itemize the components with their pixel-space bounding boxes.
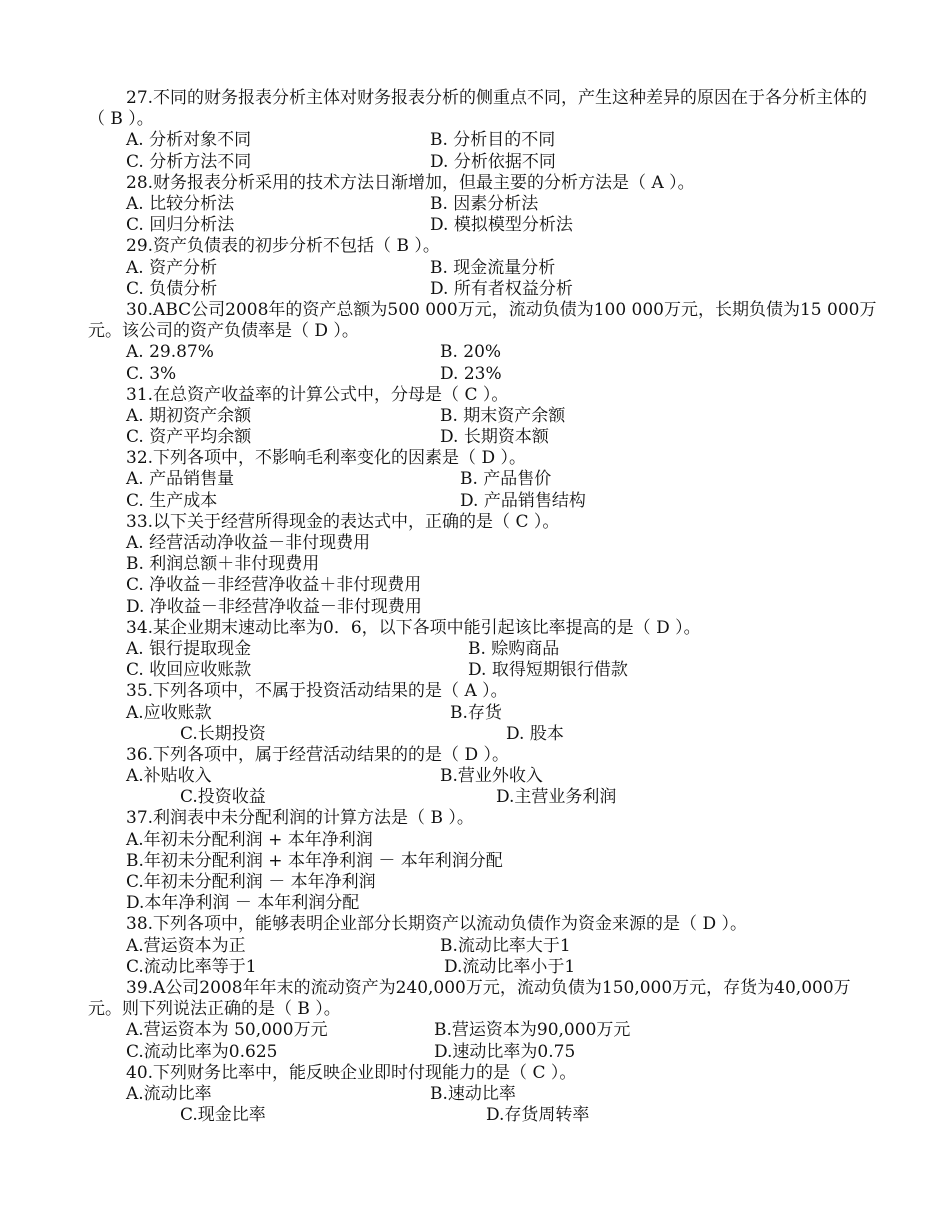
options-row [88,936,878,957]
option-b: B.存货 [450,702,502,723]
options-row [88,469,878,490]
options-row [88,1105,878,1126]
option-c: C. 资产平均余额 [126,427,252,448]
options-row [88,342,878,363]
question-29: 29.资产负债表的初步分析不包括（ B ）。 [126,236,440,257]
options-row [88,575,878,596]
options-row [88,215,878,236]
question-32: 32.下列各项中，不影响毛利率变化的因素是（ D ）。 [126,448,526,469]
option-a: A. 比较分析法 [126,193,235,214]
option-d: D.速动比率为0.75 [434,1041,576,1062]
option-d: D. 模拟模型分析法 [430,215,573,236]
options-row [88,957,878,978]
option-c: C.投资收益 [180,787,266,808]
option-b: B. 赊购商品 [468,638,560,659]
option-b: B.年初未分配利润 + 本年净利润 － 本年利润分配 [126,850,503,871]
option-a: A. 经营活动净收益－非付现费用 [126,533,371,553]
option-a: A.营运资本为正 [126,935,246,956]
option-b: B. 因素分析法 [430,193,539,214]
option-a: A. 资产分析 [126,257,218,278]
options-row [88,1042,878,1063]
options-row [88,130,878,151]
option-d: D. 产品销售结构 [460,490,586,511]
option-b: B.营运资本为90,000万元 [434,1020,631,1041]
option-a: A. 期初资产余额 [126,405,252,426]
options-row [88,279,878,300]
option-c: C. 3% [126,363,177,384]
option-b: B. 20% [440,342,502,363]
options-row [88,427,878,448]
option-c: C. 生产成本 [126,490,218,511]
question-38: 38.下列各项中，能够表明企业部分长期资产以流动负债作为资金来源的是（ D ）。 [126,914,747,935]
option-a: A. 产品销售量 [126,469,235,490]
question-list [88,88,878,1126]
options-row [88,893,878,914]
option-b: B.流动比率大于1 [440,935,571,956]
option-a: A.流动比率 [126,1083,212,1104]
option-c: C.流动比率等于1 [126,956,257,977]
options-row [88,787,878,808]
option-a: A. 分析对象不同 [126,130,252,151]
option-d: D.本年净利润 － 本年利润分配 [126,893,360,914]
option-d: D. 股本 [506,723,564,744]
options-row [88,660,878,681]
option-a: A.补贴收入 [126,766,212,787]
option-b: B. 利润总额＋非付现费用 [126,554,320,575]
question-39: 39.A公司2008年年末的流动资产为240,000万元，流动负债为150,000万元，存货为40,000万元。则下列说法正确的是（ B ）。 [88,977,851,1020]
options-row [88,1084,878,1105]
option-c: C.长期投资 [180,723,266,744]
option-b: B. 分析目的不同 [430,130,556,151]
option-d: D. 净收益－非经营净收益－非付现费用 [126,596,422,617]
option-a: A. 29.87% [126,342,214,363]
options-row [88,533,878,554]
options-row [88,724,878,745]
options-row [88,258,878,279]
option-b: B.营业外收入 [440,766,543,787]
question-28: 28.财务报表分析采用的技术方法日渐增加，但最主要的分析方法是（ A ）。 [126,172,695,193]
options-row [88,364,878,385]
question-27: 27.不同的财务报表分析主体对财务报表分析的侧重点不同，产生这种差异的原因在于各分析主体的（ B ）。 [88,88,868,130]
option-b: B.速动比率 [430,1083,516,1104]
option-d: D.流动比率小于1 [444,956,576,977]
options-row [88,639,878,660]
options-row [88,1020,878,1041]
options-row [88,872,878,893]
options-row [88,703,878,724]
option-a: A.应收账款 [126,702,212,723]
options-row [88,830,878,851]
options-row [88,491,878,512]
option-b: B. 产品售价 [460,469,552,490]
options-row [88,851,878,872]
option-d: D. 23% [440,363,502,384]
options-row [88,597,878,618]
question-34: 34.某企业期末速动比率为0．6，以下各项中能引起该比率提高的是（ D ）。 [126,617,701,638]
option-c: C. 负债分析 [126,278,218,299]
option-c: C. 分析方法不同 [126,151,252,172]
option-d: D.主营业务利润 [496,787,617,808]
options-row [88,152,878,173]
option-c: C.流动比率为0.625 [126,1041,278,1062]
option-c: C. 净收益－非经营净收益＋非付现费用 [126,575,422,596]
question-35: 35.下列各项中，不属于投资活动结果的是（ A ）。 [126,681,508,702]
options-row [88,766,878,787]
option-d: D. 长期资本额 [440,427,549,448]
option-d: D. 取得短期银行借款 [468,660,628,681]
option-a: A.营运资本为 50,000万元 [126,1020,328,1041]
question-30: 30.ABC公司2008年的资产总额为500 000万元，流动负债为100 000万元，长期负债为15 000万元。该公司的资产负债率是（ D ）。 [88,299,877,342]
question-31: 31.在总资产收益率的计算公式中，分母是（ C ）。 [126,384,509,405]
option-a: A.年初未分配利润 + 本年净利润 [126,829,373,850]
option-d: D.存货周转率 [486,1105,590,1126]
option-d: D. 所有者权益分析 [430,278,573,299]
question-33: 33.以下关于经营所得现金的表达式中，正确的是（ C ）。 [126,511,560,532]
question-37: 37.利润表中未分配利润的计算方法是（ B ）。 [126,808,474,829]
question-36: 36.下列各项中，属于经营活动结果的的是（ D ）。 [126,744,509,765]
option-c: C. 回归分析法 [126,215,235,236]
options-row [88,554,878,575]
option-d: D. 分析依据不同 [430,151,556,172]
option-c: C.现金比率 [180,1105,266,1126]
option-a: A. 银行提取现金 [126,638,252,659]
options-row [88,406,878,427]
options-row [88,194,878,215]
option-b: B. 现金流量分析 [430,257,556,278]
option-c: C.年初未分配利润 － 本年净利润 [126,872,376,892]
option-b: B. 期末资产余额 [440,405,566,426]
question-40: 40.下列财务比率中，能反映企业即时付现能力的是（ C ）。 [126,1062,577,1083]
option-c: C. 收回应收账款 [126,660,252,681]
